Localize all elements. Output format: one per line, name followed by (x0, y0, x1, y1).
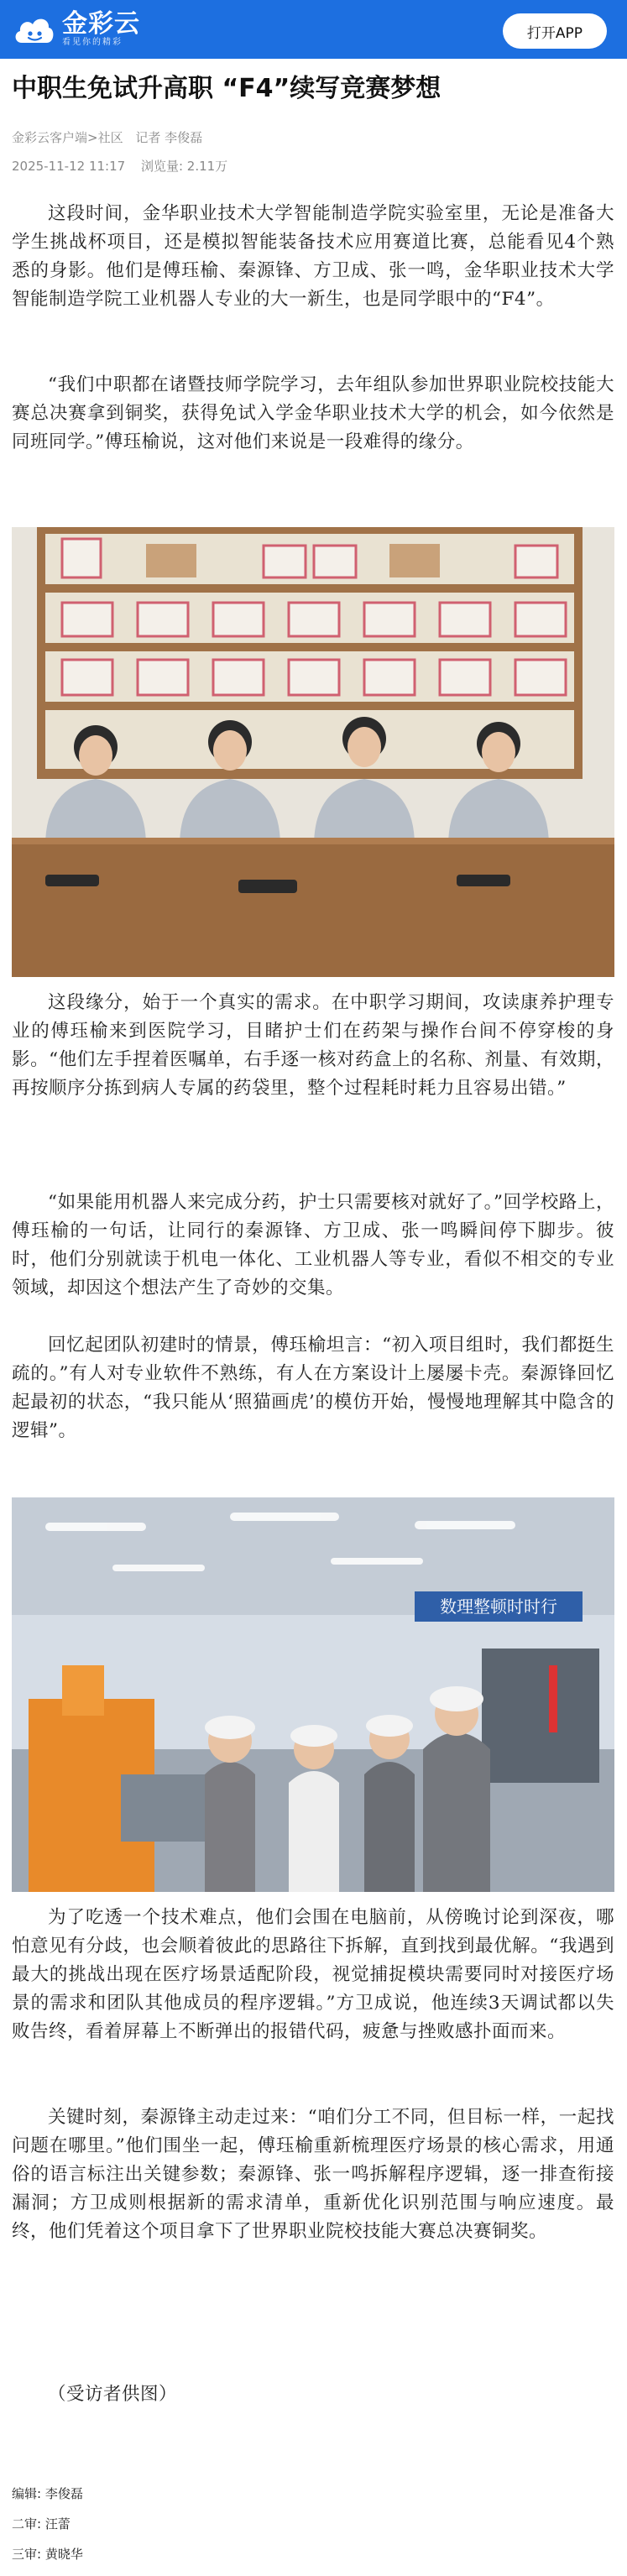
credit-editor: 编辑: 李俊磊 (12, 2486, 83, 2501)
article-reporter: 记者 李俊磊 (135, 130, 203, 145)
article-paragraph: “如果能用机器人来完成分药，护士只需要核对就好了。”回学校路上，傅珏榆的一句话，让同行的秦源锋、方卫成、张一鸣瞬间停下脚步。彼时，他们分别就读于机电一体化、工业机器人等专业，看似不相交的专业领域，却因这个想法产生了奇妙的交集。 (12, 1192, 614, 1298)
article-title: 中职生免试升高职 “F4”续写竞赛梦想 (12, 74, 442, 103)
article-photo-lab (12, 1497, 614, 1892)
credit-review3: 三审: 黄晓华 (12, 2547, 83, 2562)
article-paragraph: “我们中职都在诸暨技师学院学习，去年组队参加世界职业院校技能大赛总决赛拿到铜奖，获得免试入学金华职业技术大学的机会，如今依然是同班同学。”傅珏榆说，这对他们来说是一段难得的缘分。 (12, 374, 614, 452)
article-stats-line (12, 157, 239, 175)
article-datetime: 2025-11-12 11:17 (12, 159, 126, 174)
top-bar (0, 0, 627, 59)
brand-slogan: 看见你的精彩 (62, 38, 123, 47)
article-paragraph: 这段时间，金华职业技术大学智能制造学院实验室里，无论是准备大学生挑战杯项目，还是模拟智能装备技术应用赛道比赛，总能看见4个熟悉的身影。他们是傅珏榆、秦源锋、方卫成、张一鸣，金华职业技术大学智能制造学院工业机器人专业的大一新生，也是同学眼中的“F4”。 (12, 203, 614, 310)
brand-text (62, 11, 140, 48)
article-paragraph: 这段缘分，始于一个真实的需求。在中职学习期间，攻读康养护理专业的傅珏榆来到医院学习，目睹护士们在药架与操作台间不停穿梭的身影。“他们左手捏着医嘱单，右手逐一核对药盒上的名称、剂量、有效期，再按顺序分拣到病人专属的药袋里，整个过程耗时耗力且容易出错。” (12, 992, 614, 1099)
lab-photo-illustration (12, 1497, 614, 1892)
team-photo-illustration (12, 527, 614, 977)
article-photo-team (12, 527, 614, 977)
article-source-link[interactable]: 金彩云客户端>社区 (12, 130, 123, 145)
article-views: 浏览量: 2.11万 (140, 159, 228, 174)
brand-name: 金彩云 (62, 9, 140, 39)
lab-banner-text: 数理整顿时时行 (440, 1596, 557, 1617)
article-paragraph: 为了吃透一个技术难点，他们会围在电脑前，从傍晚讨论到深夜，哪怕意见有分歧，也会顺着彼此的思路往下拆解，直到找到最优解。“我遇到最大的挑战出现在医疗场景适配阶段，视觉捕捉模块需要同时对接医疗场景的需求和团队其他成员的程序逻辑。”方卫成说，他连续3天调试都以失败告终，看着屏幕上不断弹出的报错代码，疲惫与挫败感扑面而来。 (12, 1907, 614, 2042)
credit-review2: 二审: 汪蕾 (12, 2516, 71, 2532)
article-paragraph: 回忆起团队初建时的情景，傅珏榆坦言：“初入项目组时，我们都挺生疏的。”有人对专业软件不熟练，有人在方案设计上屡屡卡壳。秦源锋回忆起最初的状态，“我只能从‘照猫画虎’的模仿开始，慢慢地理解其中隐含的逻辑”。 (12, 1335, 614, 1441)
article-paragraph: 关键时刻，秦源锋主动走过来：“咱们分工不同，但目标一样，一起找问题在哪里。”他们围坐一起，傅珏榆重新梳理医疗场景的核心需求，用通俗的语言标注出关键参数；秦源锋、张一鸣拆解程序逻辑，逐一排查衔接漏洞；方卫成则根据新的需求清单，重新优化识别范围与响应速度。最终，他们凭着这个项目拿下了世界职业院校技能大赛总决赛铜奖。 (12, 2107, 614, 2242)
open-app-button[interactable]: 打开APP (503, 13, 607, 49)
photo-caption: （受访者供图） (48, 2384, 178, 2405)
brand-logo[interactable] (12, 8, 140, 51)
article-source-line (12, 128, 211, 146)
cloud-logo-icon (12, 11, 55, 48)
